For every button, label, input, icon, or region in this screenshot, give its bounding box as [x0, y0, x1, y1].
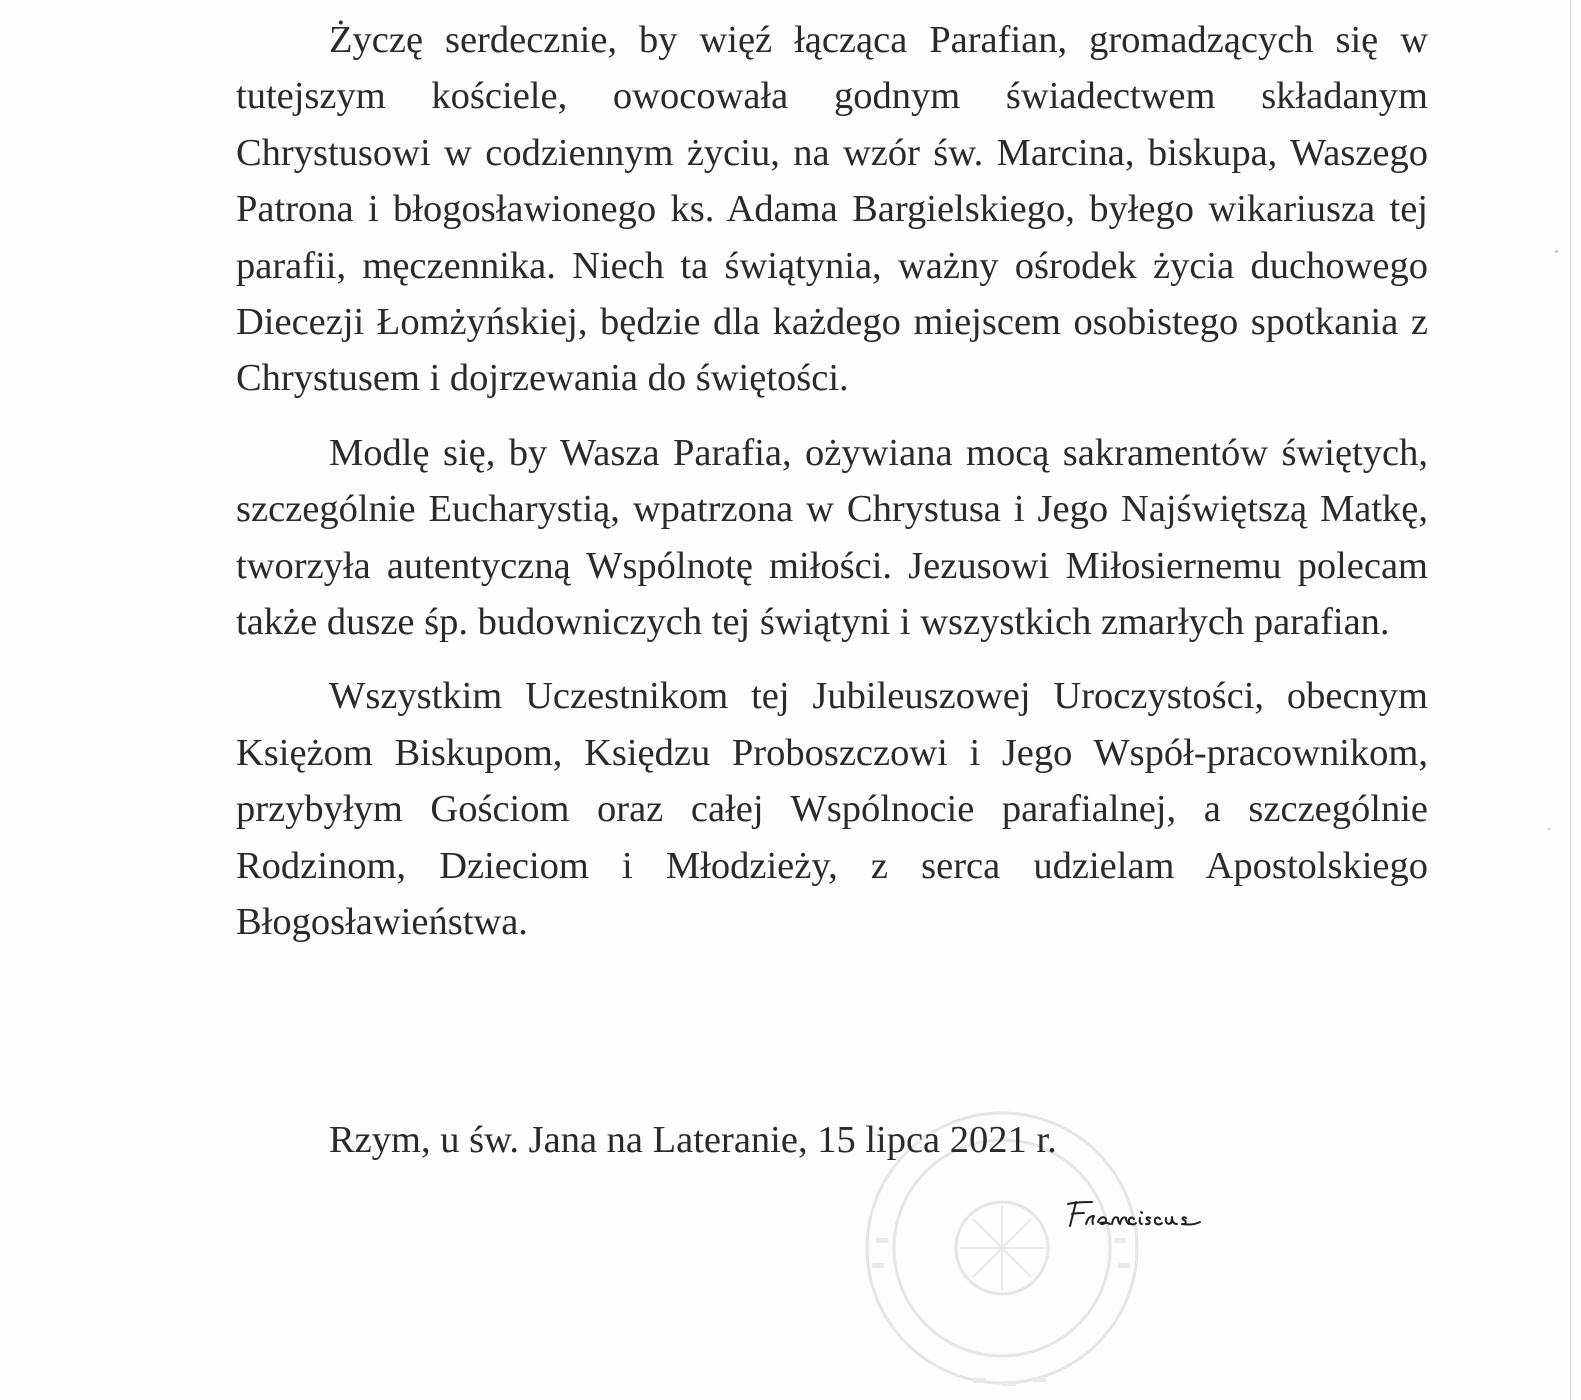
paper-speck [1548, 828, 1550, 830]
letter-body [236, 12, 1428, 951]
paragraph-wishes: Życzę serdecznie, by więź łącząca Parafian, gromadzących się w tutejszym kościele, owocowała godnym świadectwem składanym Chrystusowi w codziennym życiu, na wzór św. Marcina, biskupa, Waszego Patrona i błogosławionego ks. Adama Bargielskiego, byłego wikariusza tej parafii, męczennika. Niech ta świątynia, ważny ośrodek życia duchowego Diecezji Łomżyńskiej, będzie dla każdego miejscem osobistego spotkania z Chrystusem i dojrzewania do świętości. [236, 19, 1428, 400]
place-and-date: Rzym, u św. Jana na Lateranie, 15 lipca 2021 r. [329, 1119, 1057, 1161]
paragraph-prayer: Modlę się, by Wasza Parafia, ożywiana mocą sakramentów świętych, szczególnie Eucharystią, wpatrzona w Chrystusa i Jego Najświętszą Matkę, tworzyła autentyczną Wspólnotę miłości. Jezusowi Miłosiernemu polecam także dusze śp. budowniczych tej świątyni i wszystkich zmarłych parafian. [236, 431, 1428, 644]
paper-speck [1555, 250, 1558, 253]
paragraph-blessing: Wszystkim Uczestnikom tej Jubileuszowej Uroczystości, obecnym Księżom Biskupom, Księdzu Proboszczowi i Jego Współ-pracownikom, przybyłym Gościom oraz całej Wspólnocie parafialnej, a szczególnie Rodzinom, Dzieciom i Młodzieży, z serca udzielam Apostolskiego Błogosławieństwa. [236, 675, 1428, 944]
scan-edge-line [1570, 0, 1571, 1400]
signature-franciscus [1062, 1192, 1207, 1236]
